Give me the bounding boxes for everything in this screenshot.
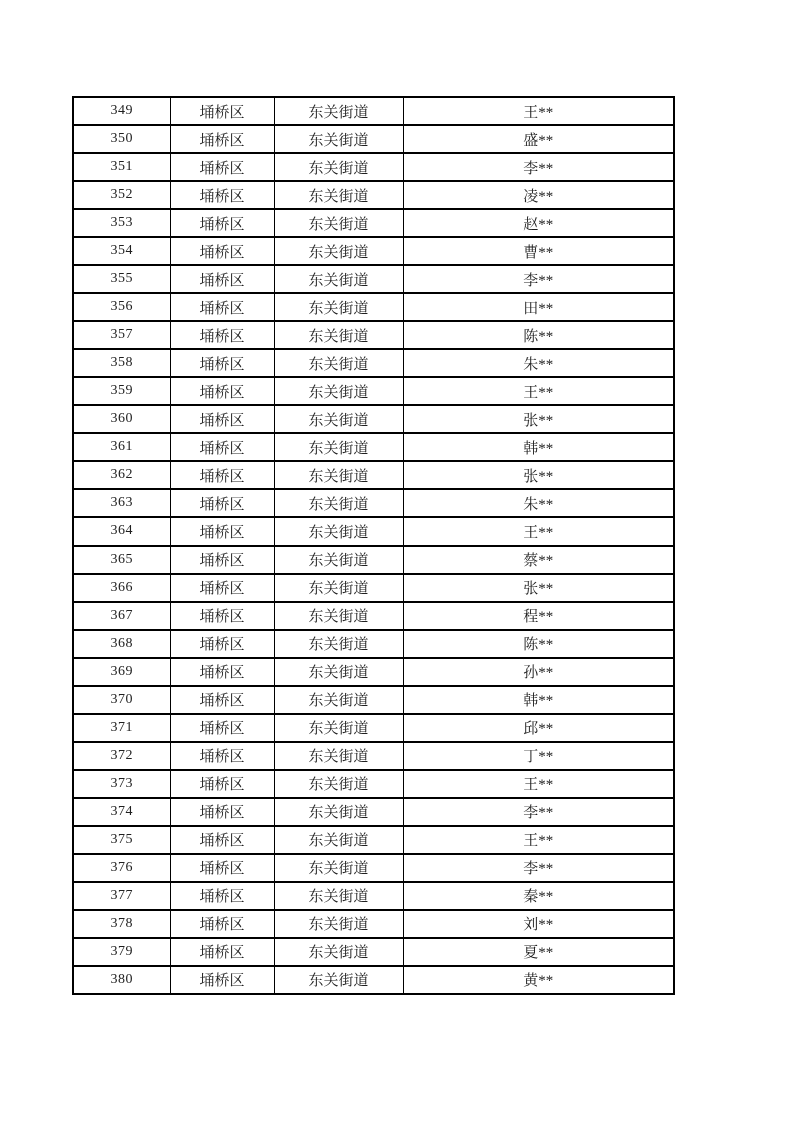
cell-serial-number: 359 (73, 377, 170, 405)
cell-masked-name: 王** (403, 826, 674, 854)
cell-serial-number: 353 (73, 209, 170, 237)
cell-serial-number: 361 (73, 433, 170, 461)
cell-district: 埇桥区 (170, 574, 274, 602)
cell-masked-name: 韩** (403, 433, 674, 461)
table-row (73, 798, 674, 826)
cell-serial-number: 368 (73, 630, 170, 658)
table-row (73, 742, 674, 770)
cell-masked-name: 朱** (403, 489, 674, 517)
cell-district: 埇桥区 (170, 658, 274, 686)
cell-district: 埇桥区 (170, 349, 274, 377)
cell-masked-name: 李** (403, 265, 674, 293)
cell-serial-number: 355 (73, 265, 170, 293)
table-row (73, 405, 674, 433)
table-row (73, 349, 674, 377)
table-row (73, 574, 674, 602)
cell-serial-number: 371 (73, 714, 170, 742)
cell-serial-number: 377 (73, 882, 170, 910)
table-row (73, 97, 674, 125)
cell-district: 埇桥区 (170, 209, 274, 237)
cell-masked-name: 李** (403, 854, 674, 882)
cell-serial-number: 379 (73, 938, 170, 966)
cell-serial-number: 357 (73, 321, 170, 349)
cell-masked-name: 张** (403, 461, 674, 489)
cell-subdistrict: 东关街道 (274, 433, 403, 461)
cell-masked-name: 陈** (403, 630, 674, 658)
cell-serial-number: 375 (73, 826, 170, 854)
roster-table (72, 96, 675, 995)
roster-table-body (73, 97, 674, 994)
cell-district: 埇桥区 (170, 293, 274, 321)
cell-subdistrict: 东关街道 (274, 181, 403, 209)
cell-serial-number: 380 (73, 966, 170, 994)
cell-masked-name: 盛** (403, 125, 674, 153)
cell-subdistrict: 东关街道 (274, 125, 403, 153)
table-row (73, 321, 674, 349)
cell-masked-name: 刘** (403, 910, 674, 938)
cell-masked-name: 张** (403, 405, 674, 433)
table-row (73, 826, 674, 854)
table-row (73, 377, 674, 405)
table-row (73, 882, 674, 910)
cell-district: 埇桥区 (170, 433, 274, 461)
cell-district: 埇桥区 (170, 125, 274, 153)
cell-serial-number: 356 (73, 293, 170, 321)
table-row (73, 630, 674, 658)
cell-district: 埇桥区 (170, 489, 274, 517)
cell-masked-name: 王** (403, 377, 674, 405)
cell-masked-name: 黄** (403, 966, 674, 994)
cell-district: 埇桥区 (170, 321, 274, 349)
table-row (73, 686, 674, 714)
table-row (73, 461, 674, 489)
cell-subdistrict: 东关街道 (274, 630, 403, 658)
cell-masked-name: 程** (403, 602, 674, 630)
cell-subdistrict: 东关街道 (274, 742, 403, 770)
cell-district: 埇桥区 (170, 405, 274, 433)
cell-serial-number: 349 (73, 97, 170, 125)
cell-subdistrict: 东关街道 (274, 349, 403, 377)
cell-district: 埇桥区 (170, 938, 274, 966)
table-row (73, 489, 674, 517)
cell-subdistrict: 东关街道 (274, 237, 403, 265)
table-row (73, 546, 674, 574)
cell-district: 埇桥区 (170, 966, 274, 994)
cell-serial-number: 360 (73, 405, 170, 433)
cell-district: 埇桥区 (170, 265, 274, 293)
table-row (73, 153, 674, 181)
cell-subdistrict: 东关街道 (274, 321, 403, 349)
table-row (73, 854, 674, 882)
cell-masked-name: 陈** (403, 321, 674, 349)
cell-district: 埇桥区 (170, 97, 274, 125)
cell-subdistrict: 东关街道 (274, 882, 403, 910)
cell-district: 埇桥区 (170, 461, 274, 489)
cell-district: 埇桥区 (170, 602, 274, 630)
cell-district: 埇桥区 (170, 854, 274, 882)
cell-subdistrict: 东关街道 (274, 574, 403, 602)
cell-serial-number: 378 (73, 910, 170, 938)
cell-serial-number: 366 (73, 574, 170, 602)
cell-serial-number: 364 (73, 517, 170, 545)
cell-district: 埇桥区 (170, 770, 274, 798)
cell-masked-name: 凌** (403, 181, 674, 209)
cell-district: 埇桥区 (170, 686, 274, 714)
cell-masked-name: 孙** (403, 658, 674, 686)
table-row (73, 658, 674, 686)
cell-district: 埇桥区 (170, 377, 274, 405)
cell-subdistrict: 东关街道 (274, 798, 403, 826)
table-row (73, 938, 674, 966)
cell-serial-number: 370 (73, 686, 170, 714)
cell-subdistrict: 东关街道 (274, 938, 403, 966)
cell-serial-number: 362 (73, 461, 170, 489)
cell-district: 埇桥区 (170, 826, 274, 854)
cell-serial-number: 365 (73, 546, 170, 574)
cell-subdistrict: 东关街道 (274, 602, 403, 630)
cell-subdistrict: 东关街道 (274, 686, 403, 714)
cell-serial-number: 354 (73, 237, 170, 265)
cell-serial-number: 351 (73, 153, 170, 181)
cell-district: 埇桥区 (170, 910, 274, 938)
cell-masked-name: 韩** (403, 686, 674, 714)
cell-district: 埇桥区 (170, 742, 274, 770)
cell-subdistrict: 东关街道 (274, 461, 403, 489)
cell-masked-name: 邱** (403, 714, 674, 742)
cell-masked-name: 蔡** (403, 546, 674, 574)
cell-district: 埇桥区 (170, 181, 274, 209)
cell-masked-name: 李** (403, 153, 674, 181)
cell-serial-number: 367 (73, 602, 170, 630)
cell-masked-name: 李** (403, 798, 674, 826)
cell-district: 埇桥区 (170, 714, 274, 742)
table-row (73, 293, 674, 321)
cell-masked-name: 夏** (403, 938, 674, 966)
table-row (73, 602, 674, 630)
cell-district: 埇桥区 (170, 237, 274, 265)
cell-district: 埇桥区 (170, 517, 274, 545)
cell-subdistrict: 东关街道 (274, 714, 403, 742)
cell-serial-number: 372 (73, 742, 170, 770)
cell-subdistrict: 东关街道 (274, 209, 403, 237)
cell-subdistrict: 东关街道 (274, 658, 403, 686)
cell-subdistrict: 东关街道 (274, 826, 403, 854)
table-row (73, 181, 674, 209)
cell-district: 埇桥区 (170, 546, 274, 574)
cell-subdistrict: 东关街道 (274, 97, 403, 125)
cell-masked-name: 赵** (403, 209, 674, 237)
cell-serial-number: 350 (73, 125, 170, 153)
cell-district: 埇桥区 (170, 630, 274, 658)
table-row (73, 910, 674, 938)
table-row (73, 125, 674, 153)
cell-masked-name: 曹** (403, 237, 674, 265)
cell-serial-number: 373 (73, 770, 170, 798)
table-row (73, 966, 674, 994)
cell-masked-name: 王** (403, 97, 674, 125)
table-row (73, 714, 674, 742)
cell-subdistrict: 东关街道 (274, 770, 403, 798)
cell-district: 埇桥区 (170, 153, 274, 181)
table-row (73, 433, 674, 461)
cell-masked-name: 朱** (403, 349, 674, 377)
table-row (73, 770, 674, 798)
cell-masked-name: 王** (403, 770, 674, 798)
cell-subdistrict: 东关街道 (274, 546, 403, 574)
cell-subdistrict: 东关街道 (274, 405, 403, 433)
cell-subdistrict: 东关街道 (274, 153, 403, 181)
cell-serial-number: 352 (73, 181, 170, 209)
cell-masked-name: 张** (403, 574, 674, 602)
cell-masked-name: 田** (403, 293, 674, 321)
table-row (73, 517, 674, 545)
cell-subdistrict: 东关街道 (274, 966, 403, 994)
cell-masked-name: 丁** (403, 742, 674, 770)
table-row (73, 265, 674, 293)
cell-masked-name: 秦** (403, 882, 674, 910)
cell-serial-number: 374 (73, 798, 170, 826)
cell-masked-name: 王** (403, 517, 674, 545)
cell-subdistrict: 东关街道 (274, 910, 403, 938)
cell-serial-number: 369 (73, 658, 170, 686)
cell-serial-number: 363 (73, 489, 170, 517)
cell-subdistrict: 东关街道 (274, 517, 403, 545)
cell-subdistrict: 东关街道 (274, 854, 403, 882)
cell-serial-number: 376 (73, 854, 170, 882)
table-row (73, 237, 674, 265)
cell-subdistrict: 东关街道 (274, 489, 403, 517)
cell-district: 埇桥区 (170, 798, 274, 826)
cell-subdistrict: 东关街道 (274, 293, 403, 321)
cell-serial-number: 358 (73, 349, 170, 377)
cell-district: 埇桥区 (170, 882, 274, 910)
cell-subdistrict: 东关街道 (274, 265, 403, 293)
cell-subdistrict: 东关街道 (274, 377, 403, 405)
table-row (73, 209, 674, 237)
